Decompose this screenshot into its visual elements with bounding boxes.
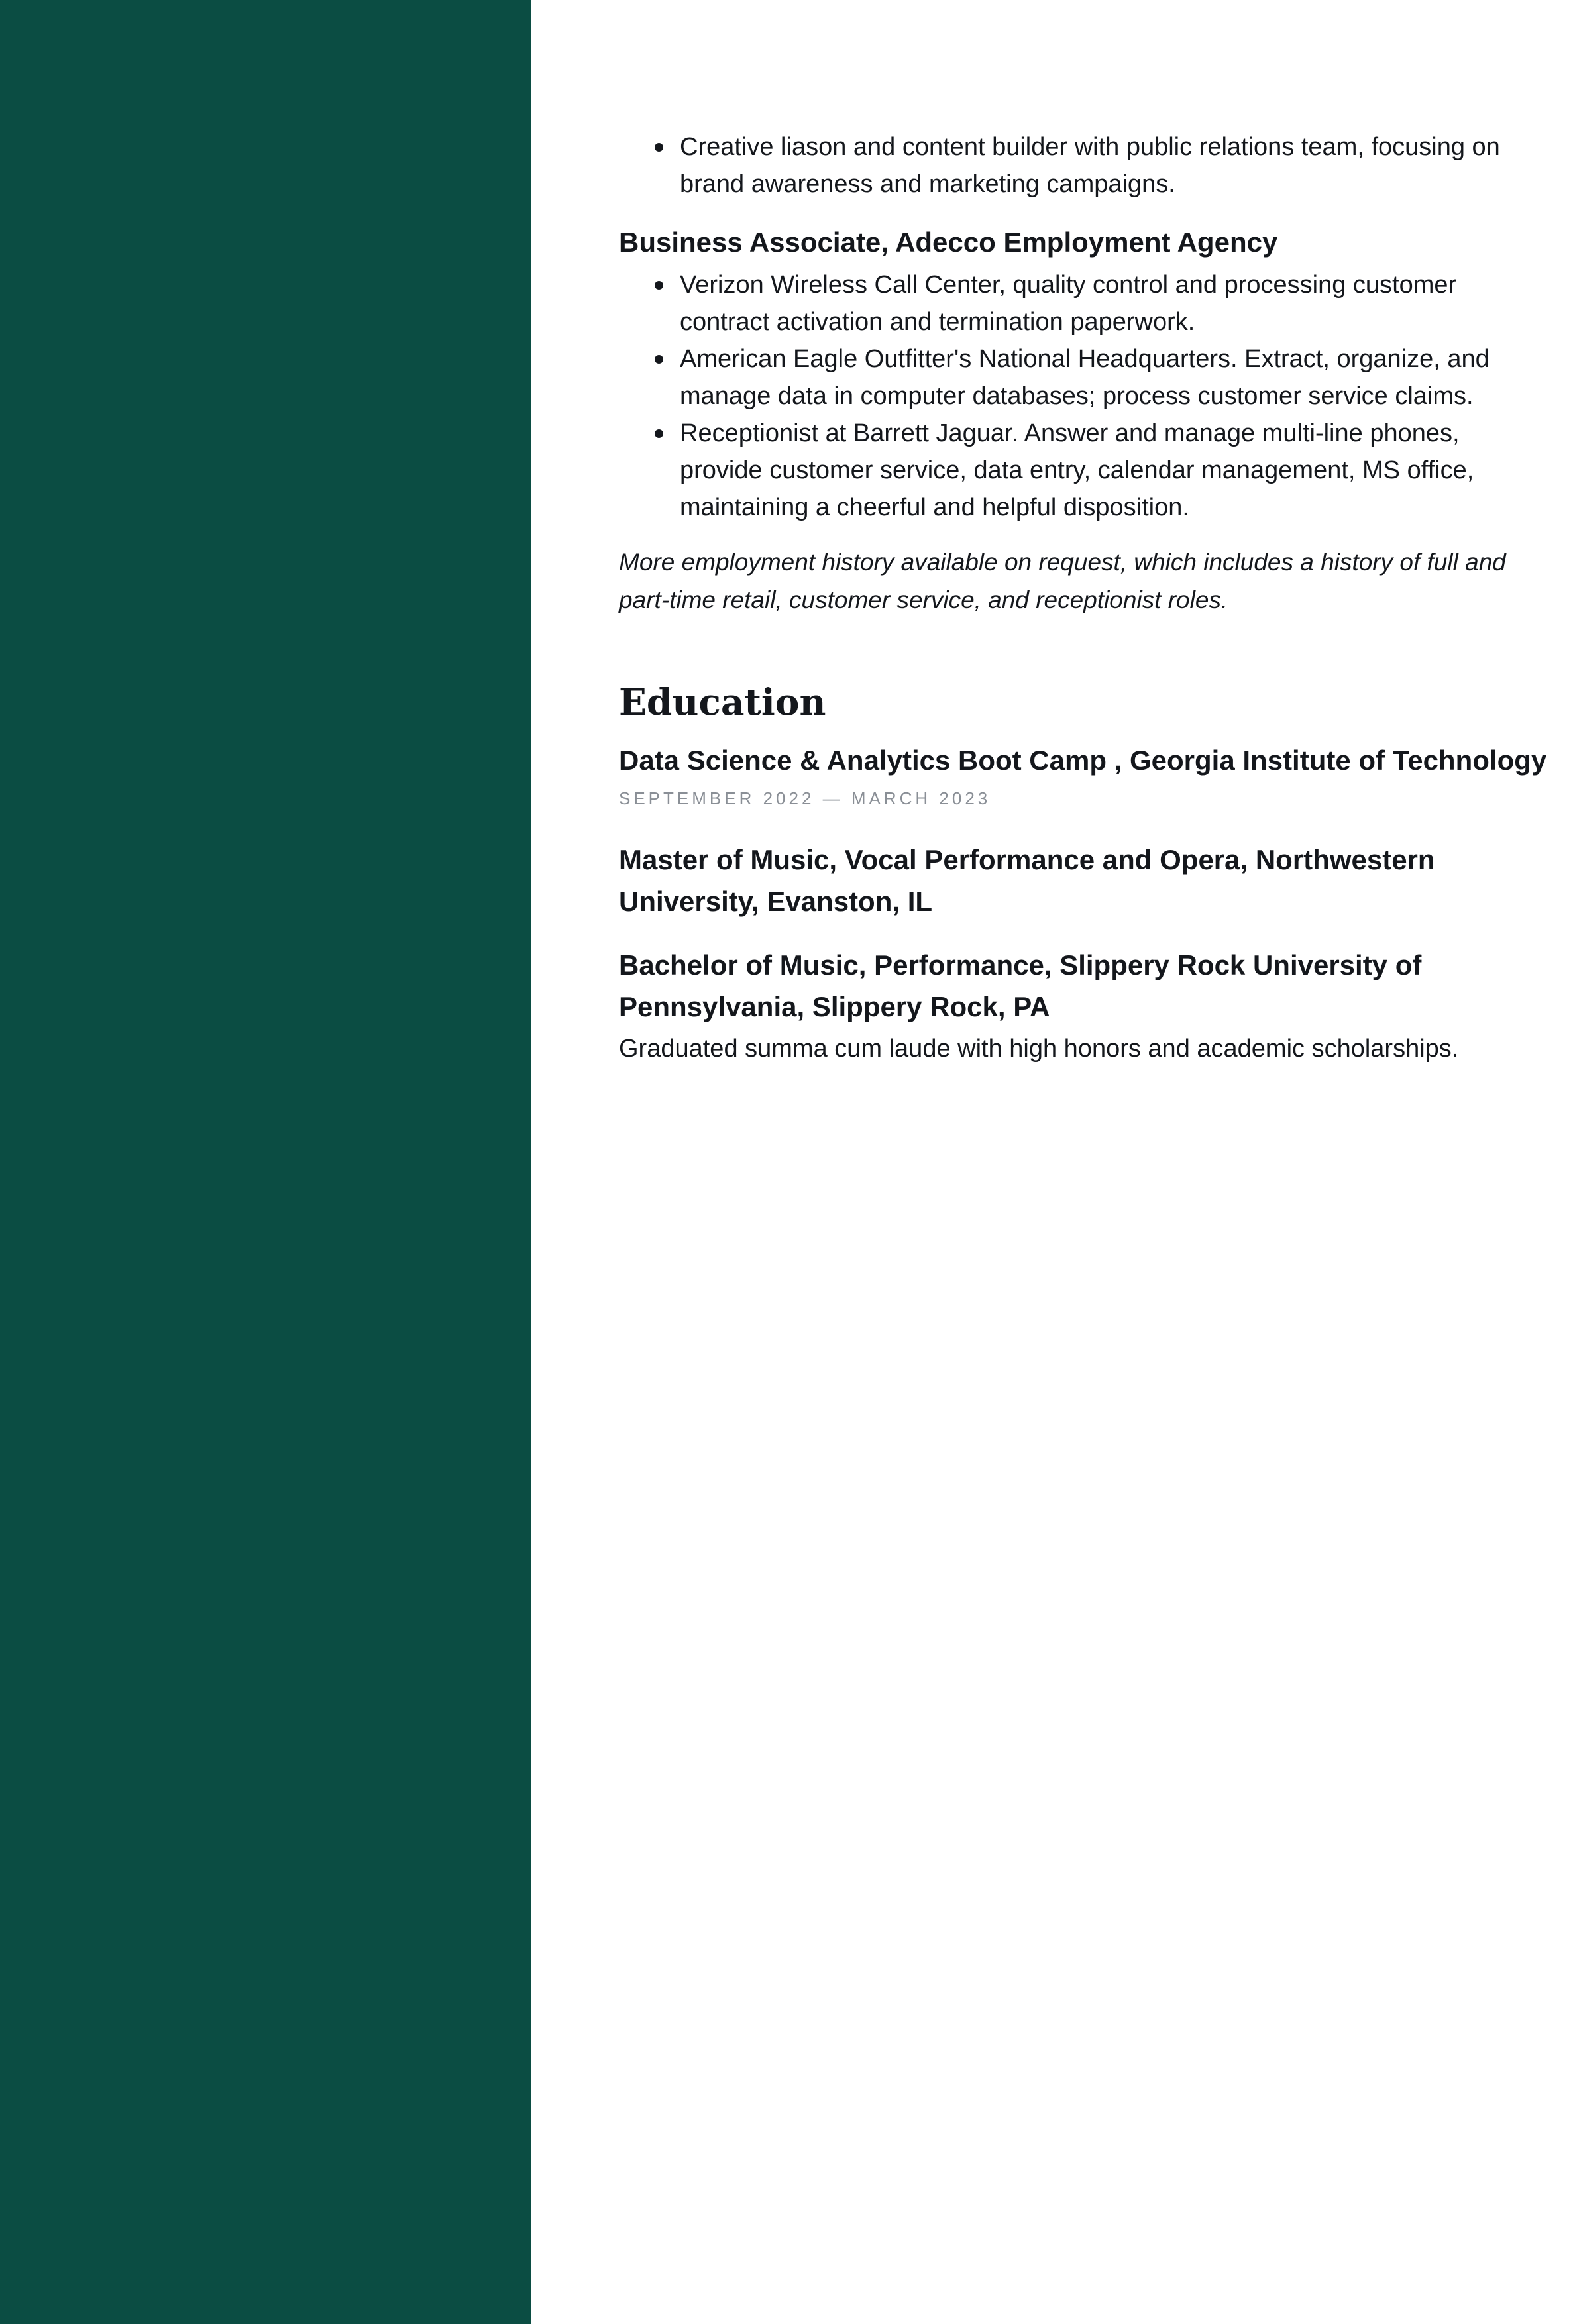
list-item: Receptionist at Barrett Jaguar. Answer and manage multi-line phones, provide customer service, data entry, calendar management, MS office, maintaining a cheerful and helpful disposition.	[619, 415, 1540, 526]
list-item: Creative liason and content builder with public relations team, focusing on brand awareness and marketing campaigns.	[619, 129, 1540, 203]
job-title: Business Associate, Adecco Employment Agency	[619, 227, 1278, 258]
education-entry-title: Master of Music, Vocal Performance and Opera, Northwestern University, Evanston, IL	[619, 844, 1435, 917]
list-item: Verizon Wireless Call Center, quality control and processing customer contract activation and termination paperwork.	[619, 266, 1540, 341]
sidebar-panel	[0, 0, 531, 2324]
list-item: American Eagle Outfitter's National Headquarters. Extract, organize, and manage data in computer databases; process customer service claims.	[619, 341, 1540, 415]
job-bullet-list	[619, 266, 1540, 526]
employment-note: More employment history available on request, which includes a history of full and part-time retail, customer service, and receptionist roles.	[619, 549, 1506, 613]
education-entry-title: Data Science & Analytics Boot Camp , Georgia Institute of Technology	[619, 745, 1547, 776]
education-entry-dates: SEPTEMBER 2022 — MARCH 2023	[619, 788, 991, 808]
experience-bullet-list	[619, 129, 1540, 203]
education-heading: Education	[619, 680, 826, 723]
education-entry-title: Bachelor of Music, Performance, Slippery Rock University of Pennsylvania, Slippery Rock, PA	[619, 949, 1422, 1022]
education-entry-description: Graduated summa cum laude with high honors and academic scholarships.	[619, 1035, 1459, 1063]
